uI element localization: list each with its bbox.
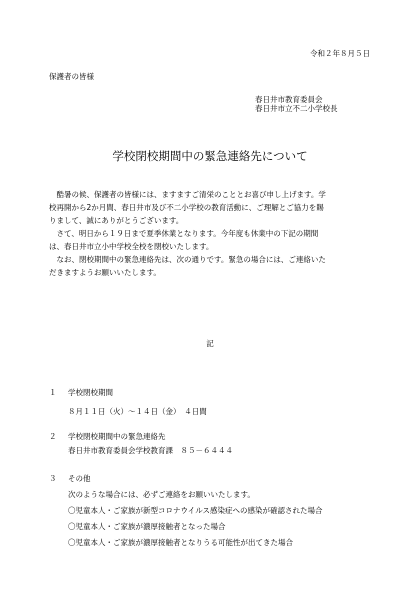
section-heading: 学校閉校期間中の緊急連絡先	[68, 432, 166, 441]
section-number: １	[49, 388, 57, 397]
section-line: 〇児童本人・ご家族が新型コロナウイルス感染症への感染が確認された場合	[68, 506, 323, 515]
body-line: さて、明日から１９日まで夏季休業となります。今年度も休業中の下記の期間	[49, 229, 319, 238]
body-line: 酷暑の候、保護者の皆様には、ますますご清栄のこととお喜び申し上げます。学	[49, 190, 326, 199]
letter-title: 学校閉校期間中の緊急連絡先について	[112, 149, 308, 163]
body-line: なお、閉校期間中の緊急連絡先は、次の通りです。緊急の場合には、ご連絡いた	[49, 255, 326, 264]
section-heading: 学校閉校期間	[68, 388, 113, 397]
body-line: 校再開から2か月間、春日井市及び不二小学校の教育活動に、ご理解とご協力を賜	[49, 203, 324, 212]
section-number: ２	[49, 432, 57, 441]
sender-board: 春日井市教育委員会	[255, 95, 323, 104]
section-line: 春日井市教育委員会学校教育課 ８５－６４４４	[68, 446, 233, 455]
section-line: 〇児童本人・ご家族が濃厚接触者となった場合	[68, 522, 226, 531]
sender-principal: 春日井市立不二小学校長	[255, 104, 338, 113]
body-line: だきますようお願いいたします。	[49, 268, 161, 277]
section-line: ８月１１日（火）～１４日（金） ４日間	[68, 407, 207, 416]
section-line: 次のような場合には、必ずご連絡をお願いいたします。	[68, 490, 255, 499]
section-line: 〇児童本人・ご家族が濃厚接触者となりうる可能性が出てきた場合	[68, 538, 293, 547]
ki-marker: 記	[206, 339, 214, 348]
addressee: 保護者の皆様	[49, 72, 94, 81]
body-line: は、春日井市立小中学校全校を閉校いたします。	[49, 242, 214, 251]
section-heading: その他	[68, 474, 91, 483]
body-line: りまして、誠にありがとうございます。	[49, 216, 184, 225]
letter-date: 令和２年８月５日	[310, 49, 370, 58]
section-number: ３	[49, 474, 57, 483]
